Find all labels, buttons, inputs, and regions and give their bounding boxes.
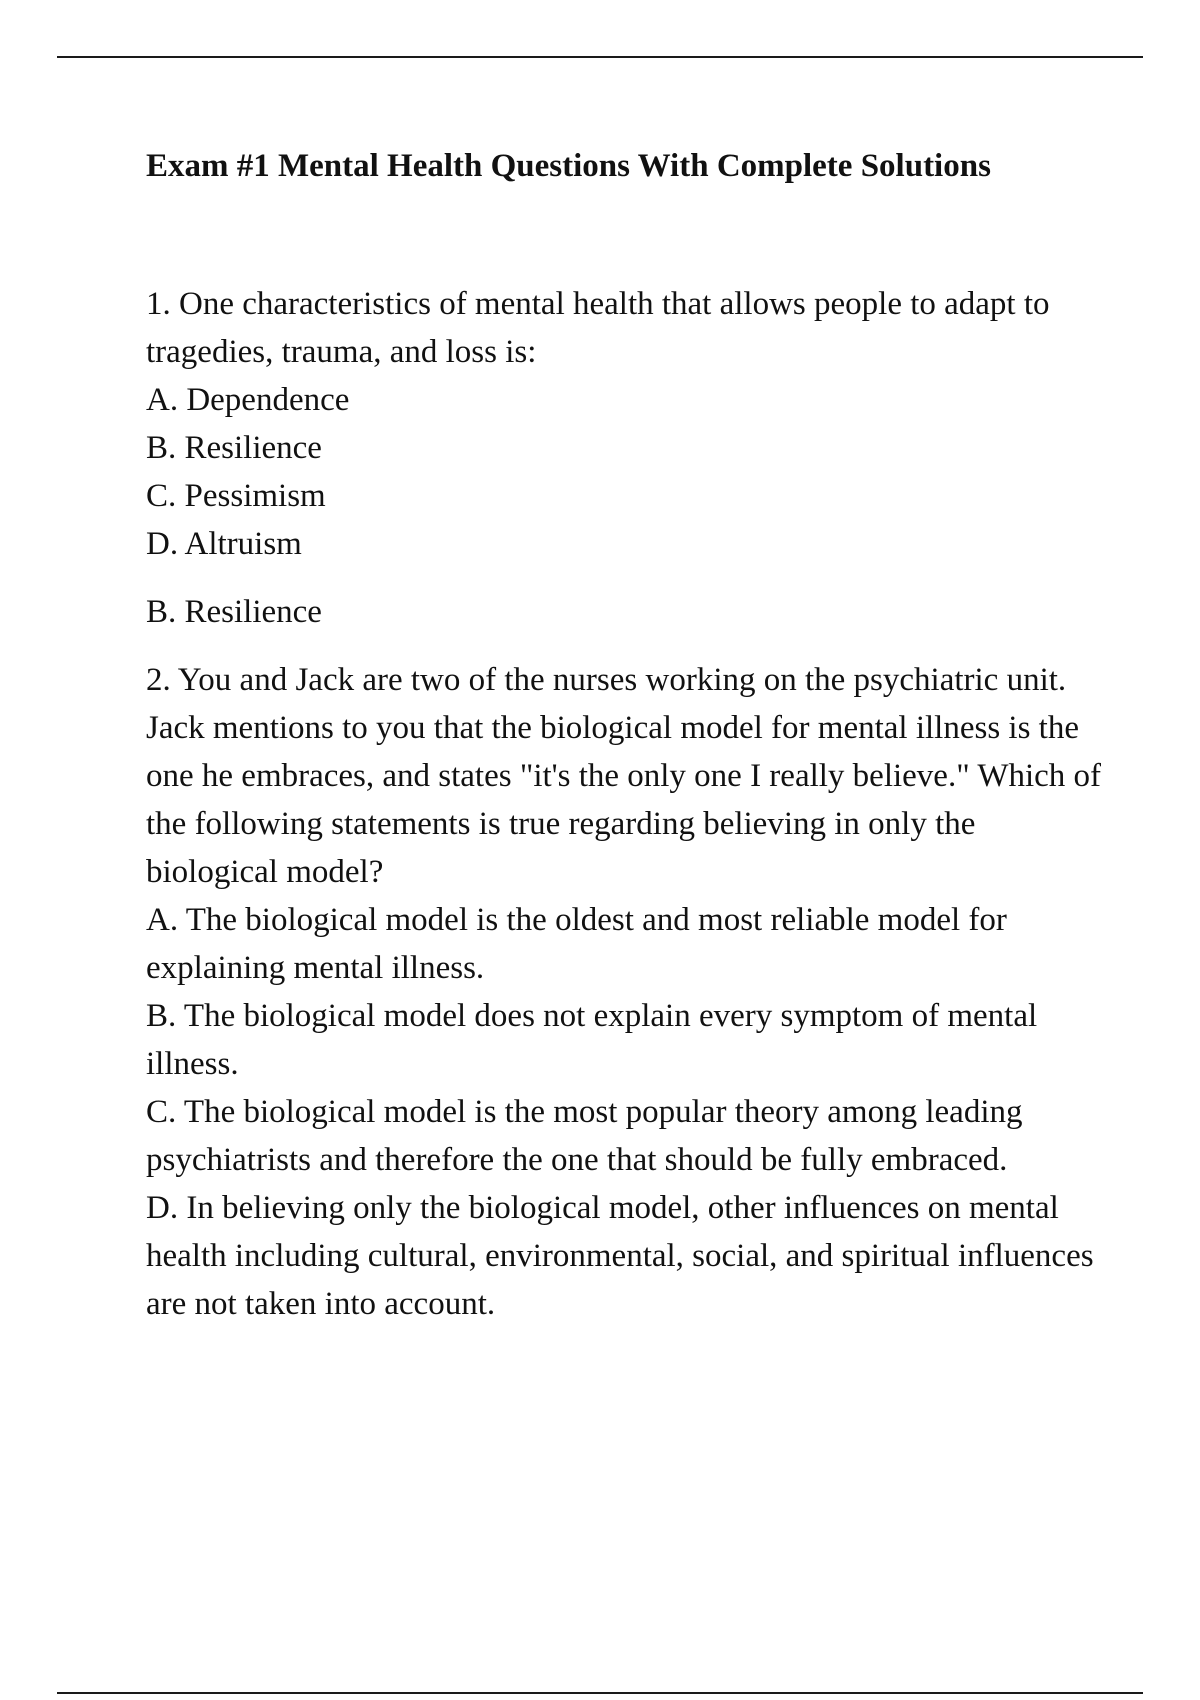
question-2-option-d: D. In believing only the biological model, other influences on mental health including cultural, environmental, social, and spiritual influences are not taken into account.: [146, 1190, 1094, 1322]
question-2: [146, 656, 1106, 1328]
question-1-option-c: C. Pessimism: [146, 478, 326, 514]
question-1: [146, 280, 1106, 636]
question-2-option-c: C. The biological model is the most popular theory among leading psychiatrists and therefore the one that should be fully embraced.: [146, 1094, 1023, 1178]
question-1-answer: B. Resilience: [146, 594, 322, 630]
question-1-text: 1. One characteristics of mental health that allows people to adapt to tragedies, trauma, and loss is:: [146, 286, 1050, 370]
question-1-option-d: D. Altruism: [146, 526, 302, 562]
question-1-option-b: B. Resilience: [146, 430, 322, 466]
question-1-options: [146, 376, 1106, 568]
question-2-options: [146, 896, 1106, 1328]
bottom-divider: [57, 1692, 1143, 1694]
question-2-text: 2. You and Jack are two of the nurses working on the psychiatric unit. Jack mentions to you that the biological model for mental illness is the one he embraces, and states "it's the only one I really believe." Which of the following statements is true regarding believing in only the biological model?: [146, 662, 1102, 890]
document-title: Exam #1 Mental Health Questions With Complete Solutions: [146, 148, 991, 184]
question-2-option-b: B. The biological model does not explain every symptom of mental illness.: [146, 998, 1038, 1082]
question-list: [146, 280, 1106, 1328]
question-2-option-a: A. The biological model is the oldest and most reliable model for explaining mental illness.: [146, 902, 1007, 986]
top-divider: [57, 56, 1143, 58]
question-1-option-a: A. Dependence: [146, 382, 350, 418]
